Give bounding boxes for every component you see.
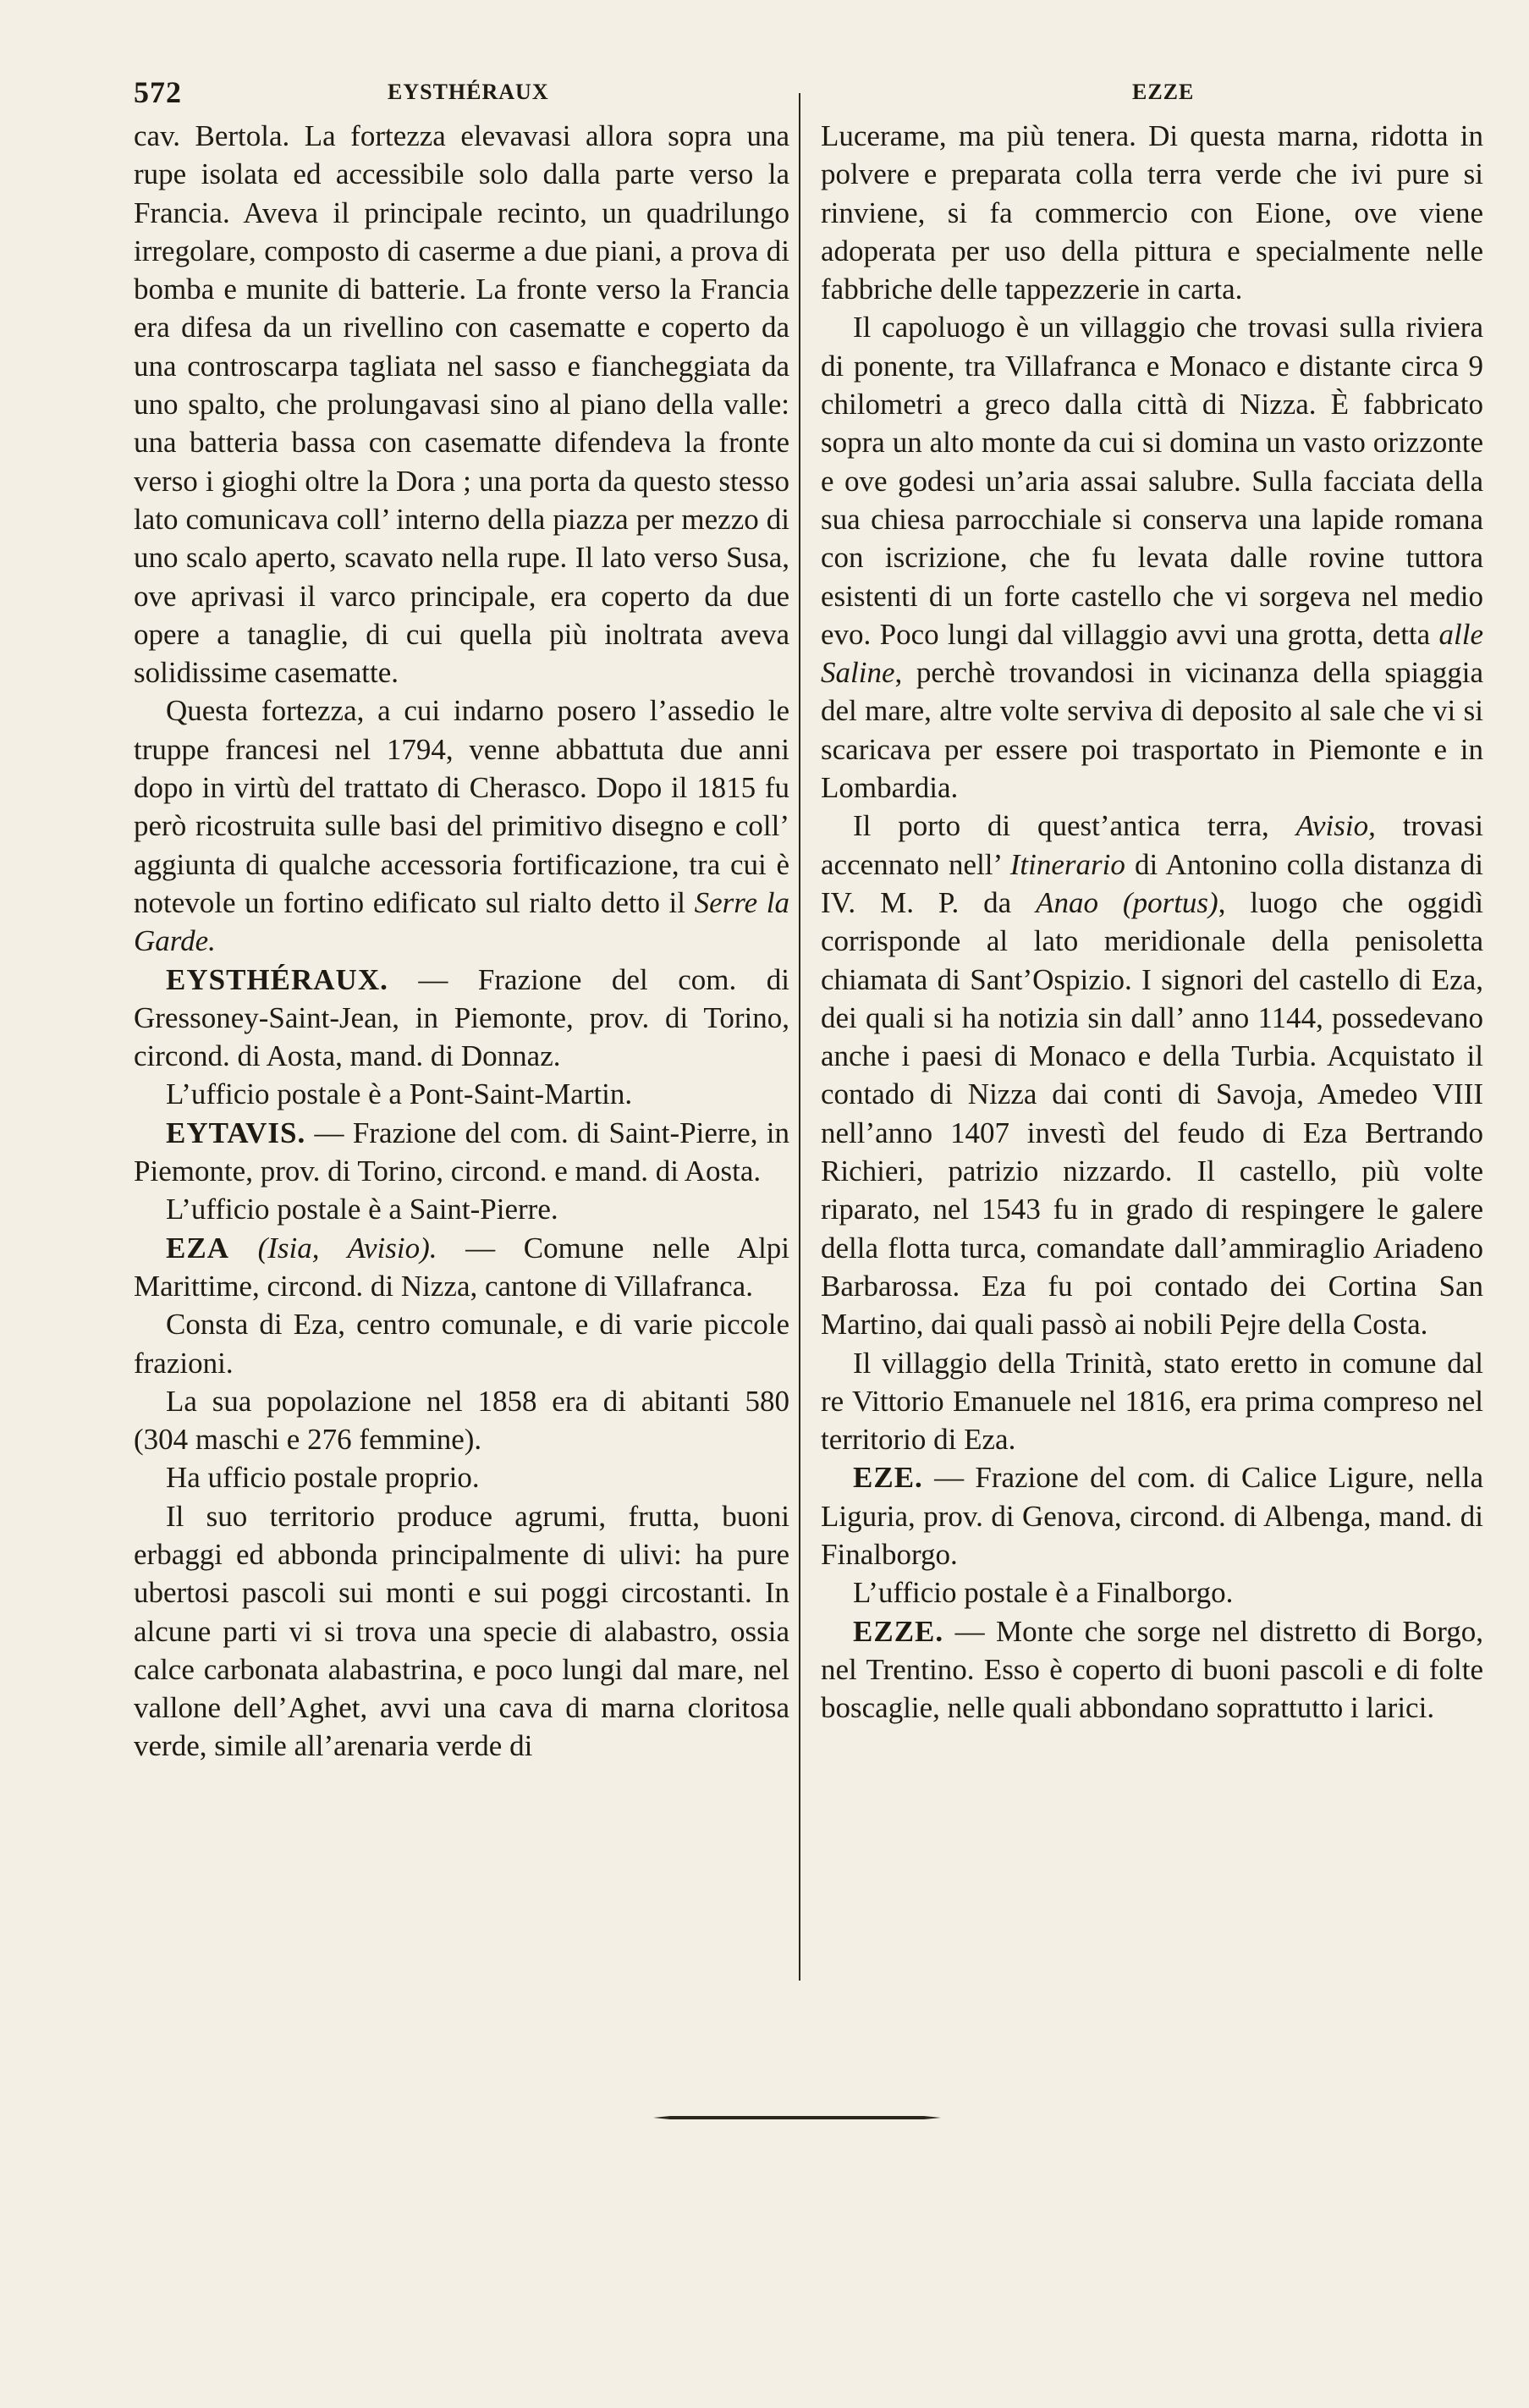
entry-heading-eytavis: EYTAVIS. xyxy=(166,1116,306,1149)
paragraph-eza-population: La sua popolazione nel 1858 era di abitanti 580 (304 maschi e 276 femmine). xyxy=(134,1384,789,1457)
left-column xyxy=(134,117,789,1766)
paragraph-porto xyxy=(821,807,1483,1343)
alle-saline-italic: alle Saline xyxy=(821,617,1483,690)
entry-text-eytavis: — Frazione del com. di Saint-Pierre, in Piemonte, prov. di Torino, circond. e mand. di Aosta. xyxy=(134,1116,789,1188)
entry-eystheraux xyxy=(134,961,789,1076)
entry-heading-eze: EZE. xyxy=(853,1461,923,1495)
entry-alt-names-eza: (Isia, Avisio). xyxy=(257,1231,437,1265)
capoluogo-text-b: , perchè trovandosi in vicinanza della spiaggia del mare, altre volte serviva di deposito al sale che vi si scaricava per essere poi trasportato in Piemonte e in Lombardia. xyxy=(821,656,1483,805)
paragraph-eza-territory: Il suo territorio produce agrumi, frutta, buoni erbaggi ed abbonda principalmente di ulivi: ha pure ubertosi pascoli sui monti e sui poggi circostanti. In alcune parti vi si trova una specie di alabastro, ossia calce carbonata alabastrina, e poco lungi dal mare, nel vallone dell’Aghet, avvi una cava di marna cloritosa verde, simile all’arenaria verde di xyxy=(134,1499,789,1763)
entry-eza xyxy=(134,1229,789,1306)
left-running-title: EYSTHÉRAUX xyxy=(388,80,549,104)
porto-text-d: , luogo che oggidì corrisponde al lato meridionale della penisoletta chiamata di Sant’Ospizio. I signori del castello di Eza, dei quali si ha notizia sin dall’ anno 1144, possedevano anche i paesi di Monaco e della Turbia. Acquistato il contado di Nizza dai conti di Savoja, Amedeo VIII nell’anno 1407 investì del feudo di Eza Bertrando Richieri, patrizio nizzardo. Il castello, più volte riparato, nel 1543 fu in grado di respingere le galere della flotta turca, comandate dall’ammiraglio Ariadeno Barbarossa. Eza fu poi contado dei Cortina San Martino, dai quali passò ai nobili Pejre della Costa. xyxy=(821,885,1483,1342)
paragraph-marna: Lucerame, ma più tenera. Di questa marna, ridotta in polvere e preparata colla terra verde che ivi pure si rinviene, si fa commercio con Eione, ove viene adoperata per uso della pittura e specialmente nelle fabbriche delle tappezzerie in carta. xyxy=(821,119,1483,306)
entry-heading-eza: EZA xyxy=(166,1231,229,1265)
porto-text-b: trovasi accennato nell’ xyxy=(821,809,1483,881)
paragraph-eza-composition: Consta di Eza, centro comunale, e di varie piccole frazioni. xyxy=(134,1308,789,1380)
porto-text-c: di Antonino colla distanza di IV. M. P. da xyxy=(821,847,1483,919)
entry-text-eza: — Comune nelle Alpi Marittime, circond. di Nizza, cantone di Villafranca. xyxy=(134,1231,790,1303)
postal-note-eystheraux: L’ufficio postale è a Pont-Saint-Martin. xyxy=(166,1077,633,1111)
entry-text-eze: — Frazione del com. di Calice Ligure, nella Liguria, prov. di Genova, circond. di Albenga, mand. di Finalborgo. xyxy=(821,1461,1483,1571)
avisio-italic: Avisio, xyxy=(1295,809,1376,843)
entry-text-eystheraux: — Frazione del com. di Gressoney-Saint-Jean, in Piemonte, prov. di Torino, circond. di Aosta, mand. di Donnaz. xyxy=(134,962,789,1073)
fortress-history-text: Questa fortezza, a cui indarno posero l’assedio le truppe francesi nel 1794, venne abbattuta due anni dopo in virtù del trattato di Cherasco. Dopo il 1815 fu però ricostruita sulle basi del primitivo disegno e coll’ aggiunta di qualche accessoria fortificazione, tra cui è notevole un fortino edificato sul rialto detto il xyxy=(134,694,789,919)
running-header xyxy=(134,74,1483,108)
entry-ezze xyxy=(821,1612,1483,1727)
right-column xyxy=(821,117,1483,1727)
page-number: 572 xyxy=(134,75,182,109)
capoluogo-text-a: Il capoluogo è un villaggio che trovasi sulla riviera di ponente, tra Villafranca e Monaco e distante circa 9 chilometri a greco dalla città di Nizza. È fabbricato sopra un alto monte da cui si domina un vasto orizzonte e ove godesi un’aria assai salubre. Sulla facciata della sua chiesa parrocchiale si conserva una lapide romana con iscrizione, che fu levata dalle rovine tuttora esistenti di un forte castello che vi sorgeva nel medio evo. Poco lungi dal villaggio avvi una grotta, detta xyxy=(821,311,1483,651)
entry-text-ezze: — Monte che sorge nel distretto di Borgo, nel Trentino. Esso è coperto di buoni pascoli e di folte boscaglie, nelle quali abbondano soprattutto i larici. xyxy=(821,1614,1483,1725)
postal-note-eze: L’ufficio postale è a Finalborgo. xyxy=(853,1576,1234,1610)
entry-heading-eystheraux: EYSTHÉRAUX. xyxy=(166,962,388,996)
paragraph-fortress-description: cav. Bertola. La fortezza elevavasi allora sopra una rupe isolata ed accessibile solo dalla parte verso la Francia. Aveva il principale recinto, un quadrilungo irregolare, composto di caserme a due piani, a prova di bomba e munite di batterie. La fronte verso la Francia era difesa da un rivellino con casematte e coperto da una controscarpa tagliata nel sasso e fiancheggiata da uno spalto, che prolungavasi sino al piano della valle: una batteria bassa con casematte difendeva la fronte verso i gioghi oltre la Dora ; una porta da questo stesso lato comunicava coll’ interno della piazza per mezzo di uno scalo aperto, scavato nella rupe. Il lato verso Susa, ove aprivasi il varco principale, era coperto da due opere a tanaglie, di cui quella più inoltrata aveva solidissime casematte. xyxy=(134,119,789,690)
end-of-page-ornament xyxy=(653,2114,941,2121)
postal-note-eytavis: L’ufficio postale è a Saint-Pierre. xyxy=(166,1193,558,1226)
paragraph-fortress-history xyxy=(134,692,789,960)
entry-eze xyxy=(821,1458,1483,1573)
paragraph-capoluogo xyxy=(821,308,1483,807)
paragraph-eza-postal: Ha ufficio postale proprio. xyxy=(166,1461,480,1495)
porto-text-a: Il porto di quest’antica terra, xyxy=(853,809,1296,843)
entry-eytavis xyxy=(134,1114,789,1191)
paragraph-trinita: Il villaggio della Trinità, stato eretto in comune dal re Vittorio Emanuele nel 1816, era prima compreso nel territorio di Eza. xyxy=(821,1346,1483,1457)
serre-la-garde-italic: Serre la Garde. xyxy=(134,885,789,958)
column-divider xyxy=(799,93,800,1981)
anao-portus-italic: Anao (portus) xyxy=(1036,885,1218,919)
itinerario-italic: Itinerario xyxy=(1009,847,1125,881)
entry-heading-ezze: EZZE. xyxy=(853,1614,944,1648)
right-running-title: EZZE xyxy=(1132,80,1195,104)
